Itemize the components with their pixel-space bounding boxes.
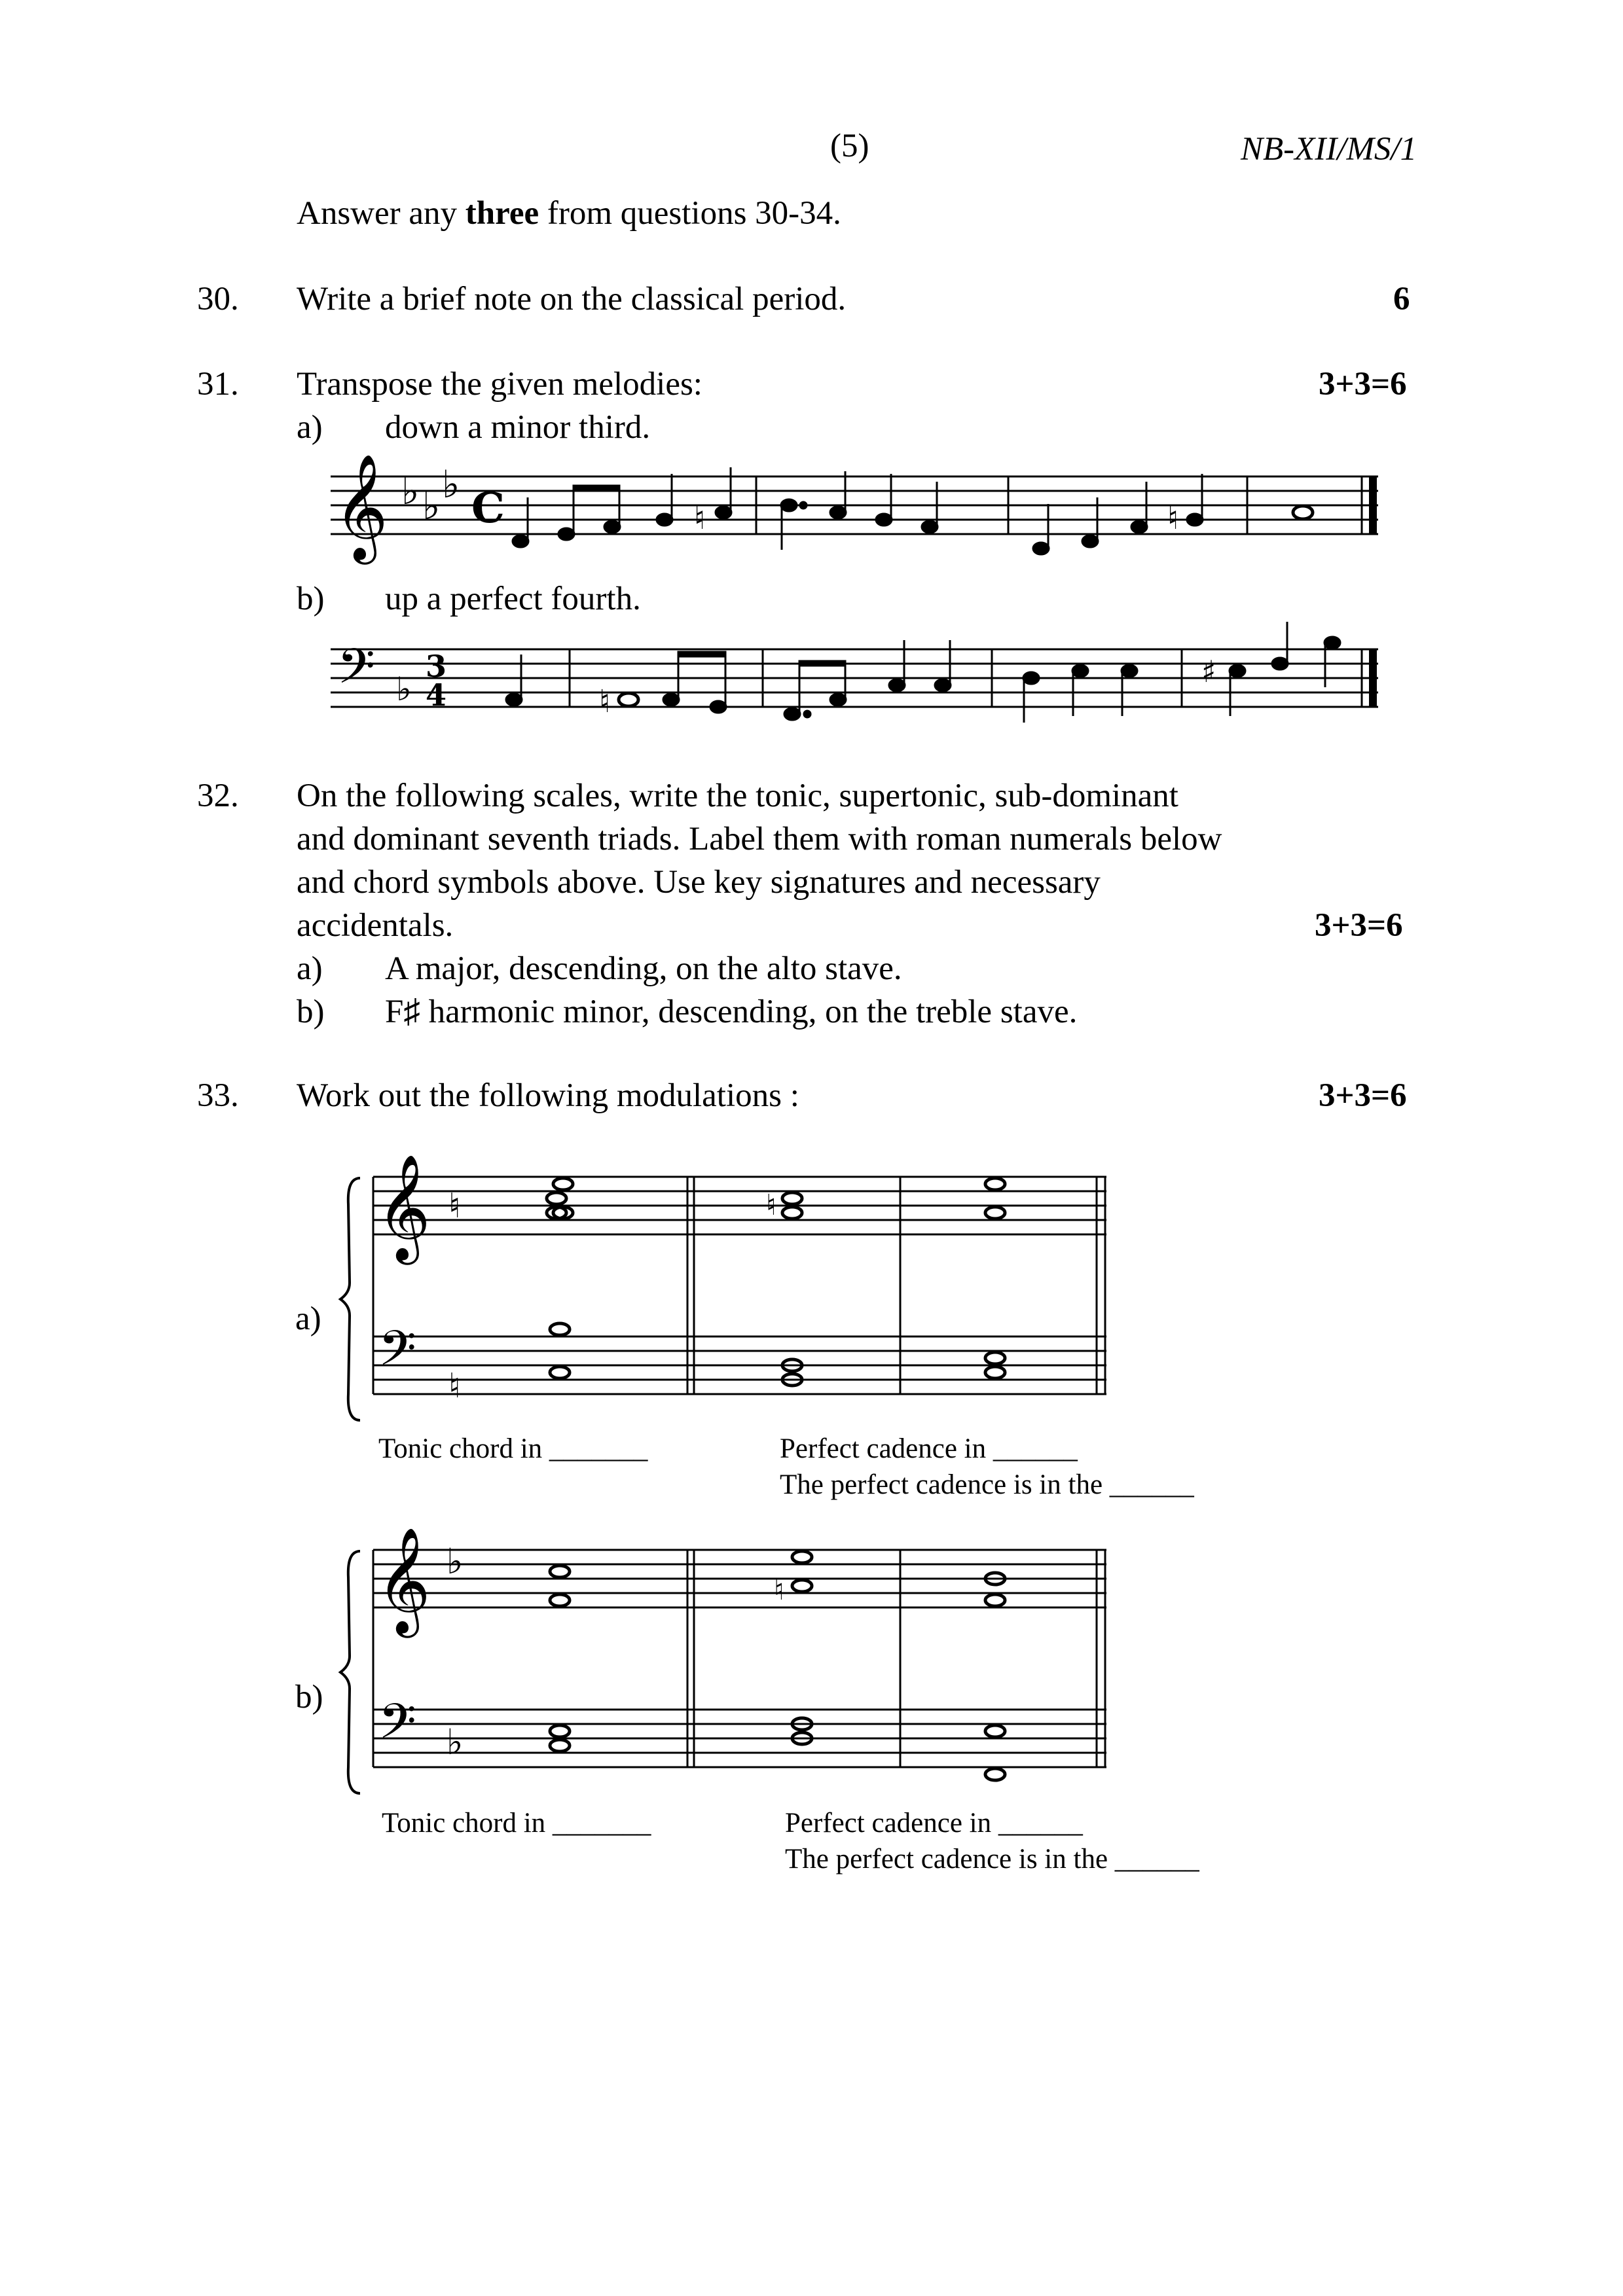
flat-icon: ♭ <box>447 1721 464 1763</box>
natural-icon: ♮ <box>448 1367 461 1406</box>
q32-b-label: b) <box>297 994 325 1030</box>
flat-icon: ♭ <box>396 670 412 708</box>
q32-a-text: A major, descending, on the alto stave. <box>385 950 902 987</box>
page-number: (5) <box>830 128 869 164</box>
q31-a-label: a) <box>297 409 323 446</box>
natural-icon: ♮ <box>448 1187 461 1226</box>
natural-icon: ♮ <box>1167 500 1179 537</box>
q32-a-label: a) <box>297 950 323 987</box>
q33-number: 33. <box>197 1077 239 1114</box>
q33-a-fill-key: The perfect cadence is in the ______ <box>780 1469 1194 1500</box>
modulation-a-grand-staff <box>334 1152 1146 1427</box>
q33-b-fill-cadence: Perfect cadence in ______ <box>785 1808 1083 1839</box>
q30-text: Write a brief note on the classical period. <box>297 281 847 317</box>
q33-text: Work out the following modulations : <box>297 1077 799 1114</box>
melody-a-staff <box>331 454 1391 576</box>
q33-b-label: b) <box>295 1679 323 1715</box>
q31-a-text: down a minor third. <box>385 409 651 446</box>
instruction-after: from questions 30-34. <box>539 195 841 232</box>
q32-line2: and dominant seventh triads. Label them with roman numerals below <box>297 821 1222 857</box>
flat-icon: ♭ <box>442 462 460 507</box>
q31-text: Transpose the given melodies: <box>297 366 702 403</box>
q32-b-text: F♯ harmonic minor, descending, on the treble stave. <box>385 994 1078 1030</box>
paper-code: NB-XII/MS/1 <box>1241 131 1417 168</box>
flat-icon: ♭ <box>401 469 420 513</box>
natural-icon: ♮ <box>766 1189 776 1222</box>
q31-b-text: up a perfect fourth. <box>385 581 641 617</box>
sharp-icon: ♯ <box>1201 654 1216 689</box>
q31-number: 31. <box>197 366 239 403</box>
natural-icon: ♮ <box>694 500 706 537</box>
melody-b-staff <box>331 635 1391 740</box>
bass-clef-icon: 𝄢 <box>337 638 375 707</box>
q30-number: 30. <box>197 281 239 317</box>
q31-marks: 3+3=6 <box>1319 366 1407 403</box>
natural-icon: ♮ <box>599 683 611 720</box>
treble-clef-icon: 𝄞 <box>376 1154 431 1261</box>
bass-clef-icon: 𝄢 <box>378 1320 416 1389</box>
instruction-bold: three <box>465 195 539 232</box>
q32-number: 32. <box>197 778 239 814</box>
q33-a-fill-cadence: Perfect cadence in ______ <box>780 1433 1078 1464</box>
time-signature-icon: 3 <box>426 649 447 684</box>
q33-a-label: a) <box>295 1300 321 1337</box>
modulation-b-grand-staff <box>334 1525 1146 1800</box>
instruction <box>297 197 841 230</box>
q33-b-fill-key: The perfect cadence is in the ______ <box>785 1844 1199 1874</box>
flat-icon: ♭ <box>447 1541 464 1582</box>
q32-line4: accidentals. <box>297 907 454 944</box>
q32-line3: and chord symbols above. Use key signatures and necessary <box>297 864 1101 901</box>
q32-line1: On the following scales, write the tonic, supertonic, sub-dominant <box>297 778 1178 814</box>
common-time-icon: C <box>471 484 505 533</box>
instruction-before: Answer any <box>297 195 465 232</box>
q31-b-label: b) <box>297 581 325 617</box>
treble-clef-icon: 𝄞 <box>376 1527 431 1634</box>
q32-marks: 3+3=6 <box>1315 907 1403 944</box>
bass-clef-icon: 𝄢 <box>378 1693 416 1762</box>
natural-icon: ♮ <box>774 1573 784 1607</box>
time-signature-icon: 4 <box>426 677 447 713</box>
q33-b-fill-tonic: Tonic chord in _______ <box>382 1808 651 1839</box>
treble-clef-icon: 𝄞 <box>334 454 388 560</box>
q33-a-fill-tonic: Tonic chord in _______ <box>378 1433 648 1464</box>
flat-icon: ♭ <box>422 484 441 528</box>
q30-marks: 6 <box>1393 281 1410 317</box>
q33-marks: 3+3=6 <box>1319 1077 1407 1114</box>
